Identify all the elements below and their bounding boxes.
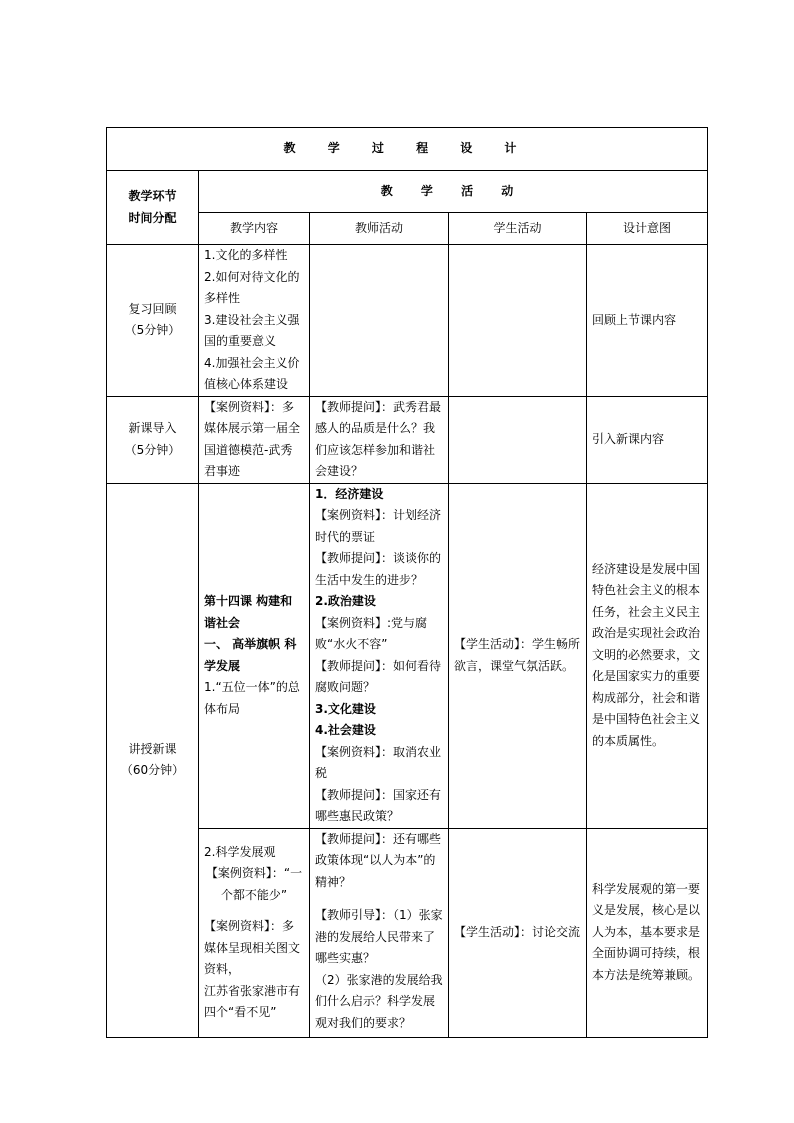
teacher-item: 【教师引导】：（1）张家港的发展给人民带来了哪些实惠？	[315, 908, 443, 965]
column-header-teacher: 教师活动	[310, 213, 449, 245]
intro-teacher: 【教师提问】：武秀君最感人的品质是什么？我们应该怎样参加和谐社会建设？	[310, 396, 449, 483]
intro-stage	[107, 396, 199, 483]
teacher-item: 【教师提问】：如何看待腐败问题？	[315, 658, 442, 694]
intro-student	[449, 396, 587, 483]
lecture-intent-2: 科学发展观的第一要义是发展，核心是以人为本，基本要求是全面协调可持续，根本方法是统筹兼顾。	[587, 828, 708, 1037]
teacher-item: 【案例资料】:党与腐败“水火不容”	[315, 615, 428, 651]
teacher-item: （2）张家港的发展给我们什么启示？科学发展观对我们的要求？	[315, 972, 443, 1030]
lecture-stage	[107, 483, 199, 1037]
section-title: 一、 高举旗帜 科学发展	[204, 637, 297, 673]
lecture-stage-time: （60分钟）	[120, 763, 185, 777]
review-content-item: 2.如何对待文化的多样性	[204, 269, 300, 305]
intro-stage-time: （5分钟）	[124, 442, 181, 457]
time-header: 时间分配	[128, 210, 177, 225]
page-title: 教 学 过 程 设 计	[107, 128, 708, 171]
column-header-content: 教学内容	[199, 213, 310, 245]
teacher-heading: 2.政治建设	[315, 594, 376, 608]
review-stage	[107, 245, 199, 397]
lesson-title: 第十四课 构建和谐社会	[204, 594, 293, 630]
case-material: 【案例资料】：“一个都不能少”	[205, 866, 303, 902]
stage-header: 教学环节	[128, 189, 177, 203]
review-stage-time: （5分钟）	[124, 323, 181, 338]
lesson-plan-table	[106, 127, 708, 1038]
lecture-stage-name: 讲授新课	[128, 741, 177, 756]
lecture-content-1	[199, 483, 310, 828]
review-content-item: 3.建设社会主义强国的重要意义	[204, 312, 300, 348]
column-header-intent: 设计意图	[587, 213, 708, 245]
review-content-item: 4.加强社会主义价值核心体系建设	[204, 355, 300, 391]
teacher-item: 【教师提问】：国家还有哪些惠民政策？	[315, 787, 442, 823]
intro-content: 【案例资料】：多媒体展示第一届全国道德模范-武秀君事迹	[199, 396, 310, 483]
case-material: 【案例资料】：多媒体呈现相关图文资料，	[204, 919, 301, 976]
lecture-student-2: 【学生活动】：讨论交流	[449, 828, 587, 1037]
teacher-item: 【教师提问】：还有哪些政策体现“以人为本”的精神？	[315, 831, 442, 889]
review-content	[199, 245, 310, 397]
stage-time-header	[107, 171, 199, 245]
lecture-intent-1: 经济建设是发展中国特色社会主义的根本任务，社会主义民主政治是实现社会政治文明的必然要求，文化是国家实力的重要构成部分，社会和谐是中国特色社会主义的本质属性。	[587, 483, 708, 828]
teacher-item: 【案例资料】：取消农业税	[315, 744, 442, 780]
intro-intent: 引入新课内容	[587, 396, 708, 483]
intro-stage-name: 新课导入	[128, 421, 177, 435]
review-teacher	[310, 245, 449, 397]
teacher-heading: 4.社会建设	[315, 723, 376, 737]
topic-item: 2.科学发展观	[204, 844, 276, 859]
teacher-heading: 3.文化建设	[315, 701, 376, 716]
topic-item: 1.“五位一体”的总体布局	[204, 680, 300, 716]
activity-title: 教 学 活 动	[199, 171, 708, 213]
review-content-item: 1.文化的多样性	[204, 248, 288, 262]
review-intent: 回顾上节课内容	[587, 245, 708, 397]
lecture-teacher-2	[310, 828, 449, 1037]
teacher-heading: 1．经济建设	[315, 486, 384, 501]
teacher-item: 【教师提问】：谈谈你的生活中发生的进步？	[315, 551, 442, 587]
lecture-teacher-1	[310, 483, 449, 828]
column-header-student: 学生活动	[449, 213, 587, 245]
lecture-student-1: 【学生活动】：学生畅所欲言，课堂气氛活跃。	[449, 483, 587, 828]
teacher-item: 【案例资料】：计划经济时代的票证	[315, 508, 442, 544]
case-material: 江苏省张家港市有四个“看不见”	[204, 983, 301, 1019]
review-stage-name: 复习回顾	[128, 301, 177, 316]
lecture-content-2	[199, 828, 310, 1037]
review-student	[449, 245, 587, 397]
